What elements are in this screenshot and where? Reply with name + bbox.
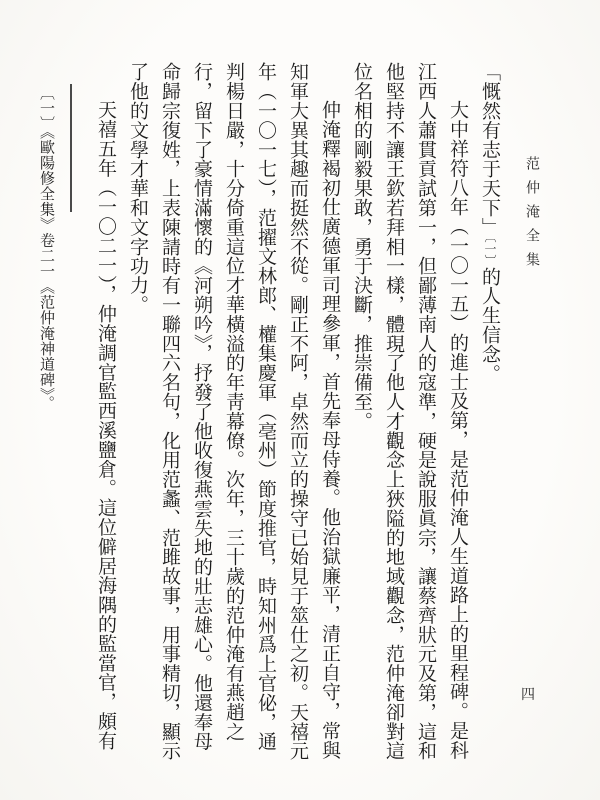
text-column: 江西人蕭貫貢試第一，但鄙薄南人的寇準，硬是說服眞宗，讓蔡齊狀元及第，這和 [415,62,437,761]
body-text [90,62,506,760]
footnote: 〔一〕《歐陽修全集》卷二一《范仲淹神道碑》。 [38,85,56,411]
page-margin-title: 范仲淹全集 [524,156,540,276]
text-column: 了他的文學才華和文字功力。 [127,62,149,315]
text-column [474,62,506,760]
text-column: 他堅持不讓王欽若拜相一樣，體現了他人才觀念上狹隘的地域觀念，范仲淹卻對這 [383,62,405,761]
text-column: 命歸宗復姓，上表陳請時有一聯四六名句，化用范蠡、范雎故事，用事精切，顯示 [159,62,181,761]
text-column: 判楊日嚴，十分倚重這位才華橫溢的年靑幕僚。次年，三十歲的范仲淹有燕趙之 [223,62,245,741]
footnote-separator [70,84,72,212]
text-column: 天禧五年（一〇二一），仲淹調官監西溪鹽倉。這位僻居海隅的監當官，頗有 [95,100,117,751]
page-number: 四 [521,687,535,703]
text-column: 行，留下了豪情滿懷的《河朔吟》，抒發了他收復燕雲失地的壯志雄心。他還奉母 [191,62,213,751]
text-column: 大中祥符八年（一〇一五）的進士及第，是范仲淹人生道路上的里程碑。是科 [447,100,469,760]
line-tail-text: 的人生信念。 [479,266,501,384]
text-column: 知軍大異其趣而挺然不從。剛正不阿，卓然而立的操守已始見于筮仕之初。天禧元 [287,62,309,761]
text-column: 位名相的剛毅果敢，勇于決斷，推崇備至。 [351,62,373,431]
quote-text: 「慨然有志于天下」 [479,62,501,237]
note-reference-marker: 〔一〕 [483,236,497,267]
text-column: 年（一〇一七），范擢文林郎、權集慶軍（亳州）節度推官，時知州爲上官佖，通 [255,62,277,751]
text-column: 仲淹釋褐初仕廣德軍司理參軍，首先奉母侍養。他治獄廉平，清正自守，常與 [319,100,341,760]
